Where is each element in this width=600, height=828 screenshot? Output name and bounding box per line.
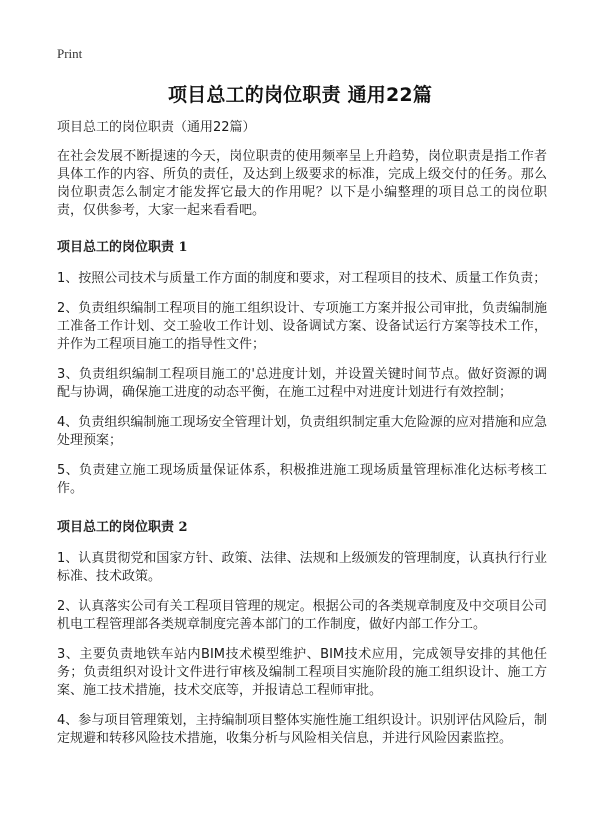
- duty-item: 2、认真落实公司有关工程项目管理的规定。根据公司的各类规章制度及中交项目公司机电工程管理部各类规章制度完善本部门的工作制度，做好内部工作分工。: [57, 599, 547, 632]
- duty-item: 1、按照公司技术与质量工作方面的制度和要求，对工程项目的技术、质量工作负责；: [57, 271, 547, 286]
- duty-item: 4、参与项目管理策划，主持编制项目整体实施性施工组织设计。识别评估风险后，制定规避和转移风险技术措施，收集分析与风险相关信息，并进行风险因素监控。: [57, 713, 547, 746]
- document-title: 项目总工的岗位职责 通用22篇: [167, 84, 433, 106]
- document-body: [57, 118, 547, 760]
- duty-item: 3、负责组织编制工程项目施工的'总进度计划，并设置关键时间节点。做好资源的调配与协调，确保施工进度的动态平衡，在施工过程中对进度计划进行有效控制；: [57, 367, 547, 400]
- section-heading: 项目总工的岗位职责 1: [57, 240, 188, 255]
- print-label: Print: [57, 46, 83, 61]
- intro-paragraph: 在社会发展不断提速的今天，岗位职责的使用频率呈上升趋势，岗位职责是指工作者具体工作的内容、所负的责任，及达到上级要求的标准，完成上级交付的任务。那么岗位职责怎么制定才能发挥它最大的作用呢？以下是小编整理的项目总工的岗位职责，仅供参考，大家一起来看看吧。: [57, 149, 547, 218]
- document-subtitle: 项目总工的岗位职责（通用22篇）: [57, 120, 256, 135]
- section-2: [57, 519, 547, 748]
- section-heading: 项目总工的岗位职责 2: [57, 520, 188, 535]
- duty-item: 2、负责组织编制工程项目的施工组织设计、专项施工方案并报公司审批，负责编制施工准备工作计划、交工验收工作计划、设备调试方案、设备试运行方案等技术工作，并作为工程项目施工的指导性文件；: [57, 301, 547, 352]
- duty-item: 5、负责建立施工现场质量保证体系，积极推进施工现场质量管理标准化达标考核工作。: [57, 463, 547, 496]
- section-1: [57, 239, 547, 498]
- duty-item: 1、认真贯彻党和国家方针、政策、法律、法规和上级颁发的管理制度，认真执行行业标准、技术政策。: [57, 551, 547, 584]
- duty-item: 4、负责组织编制施工现场安全管理计划，负责组织制定重大危险源的应对措施和应急处理预案；: [57, 415, 547, 448]
- duty-item: 3、主要负责地铁车站内BIM技术模型维护、BIM技术应用，完成领导安排的其他任务；负责组织对设计文件进行审核及编制工程项目实施阶段的施工组织设计、施工方案、施工技术措施，技术交底等，并报请总工程师审批。: [57, 647, 547, 698]
